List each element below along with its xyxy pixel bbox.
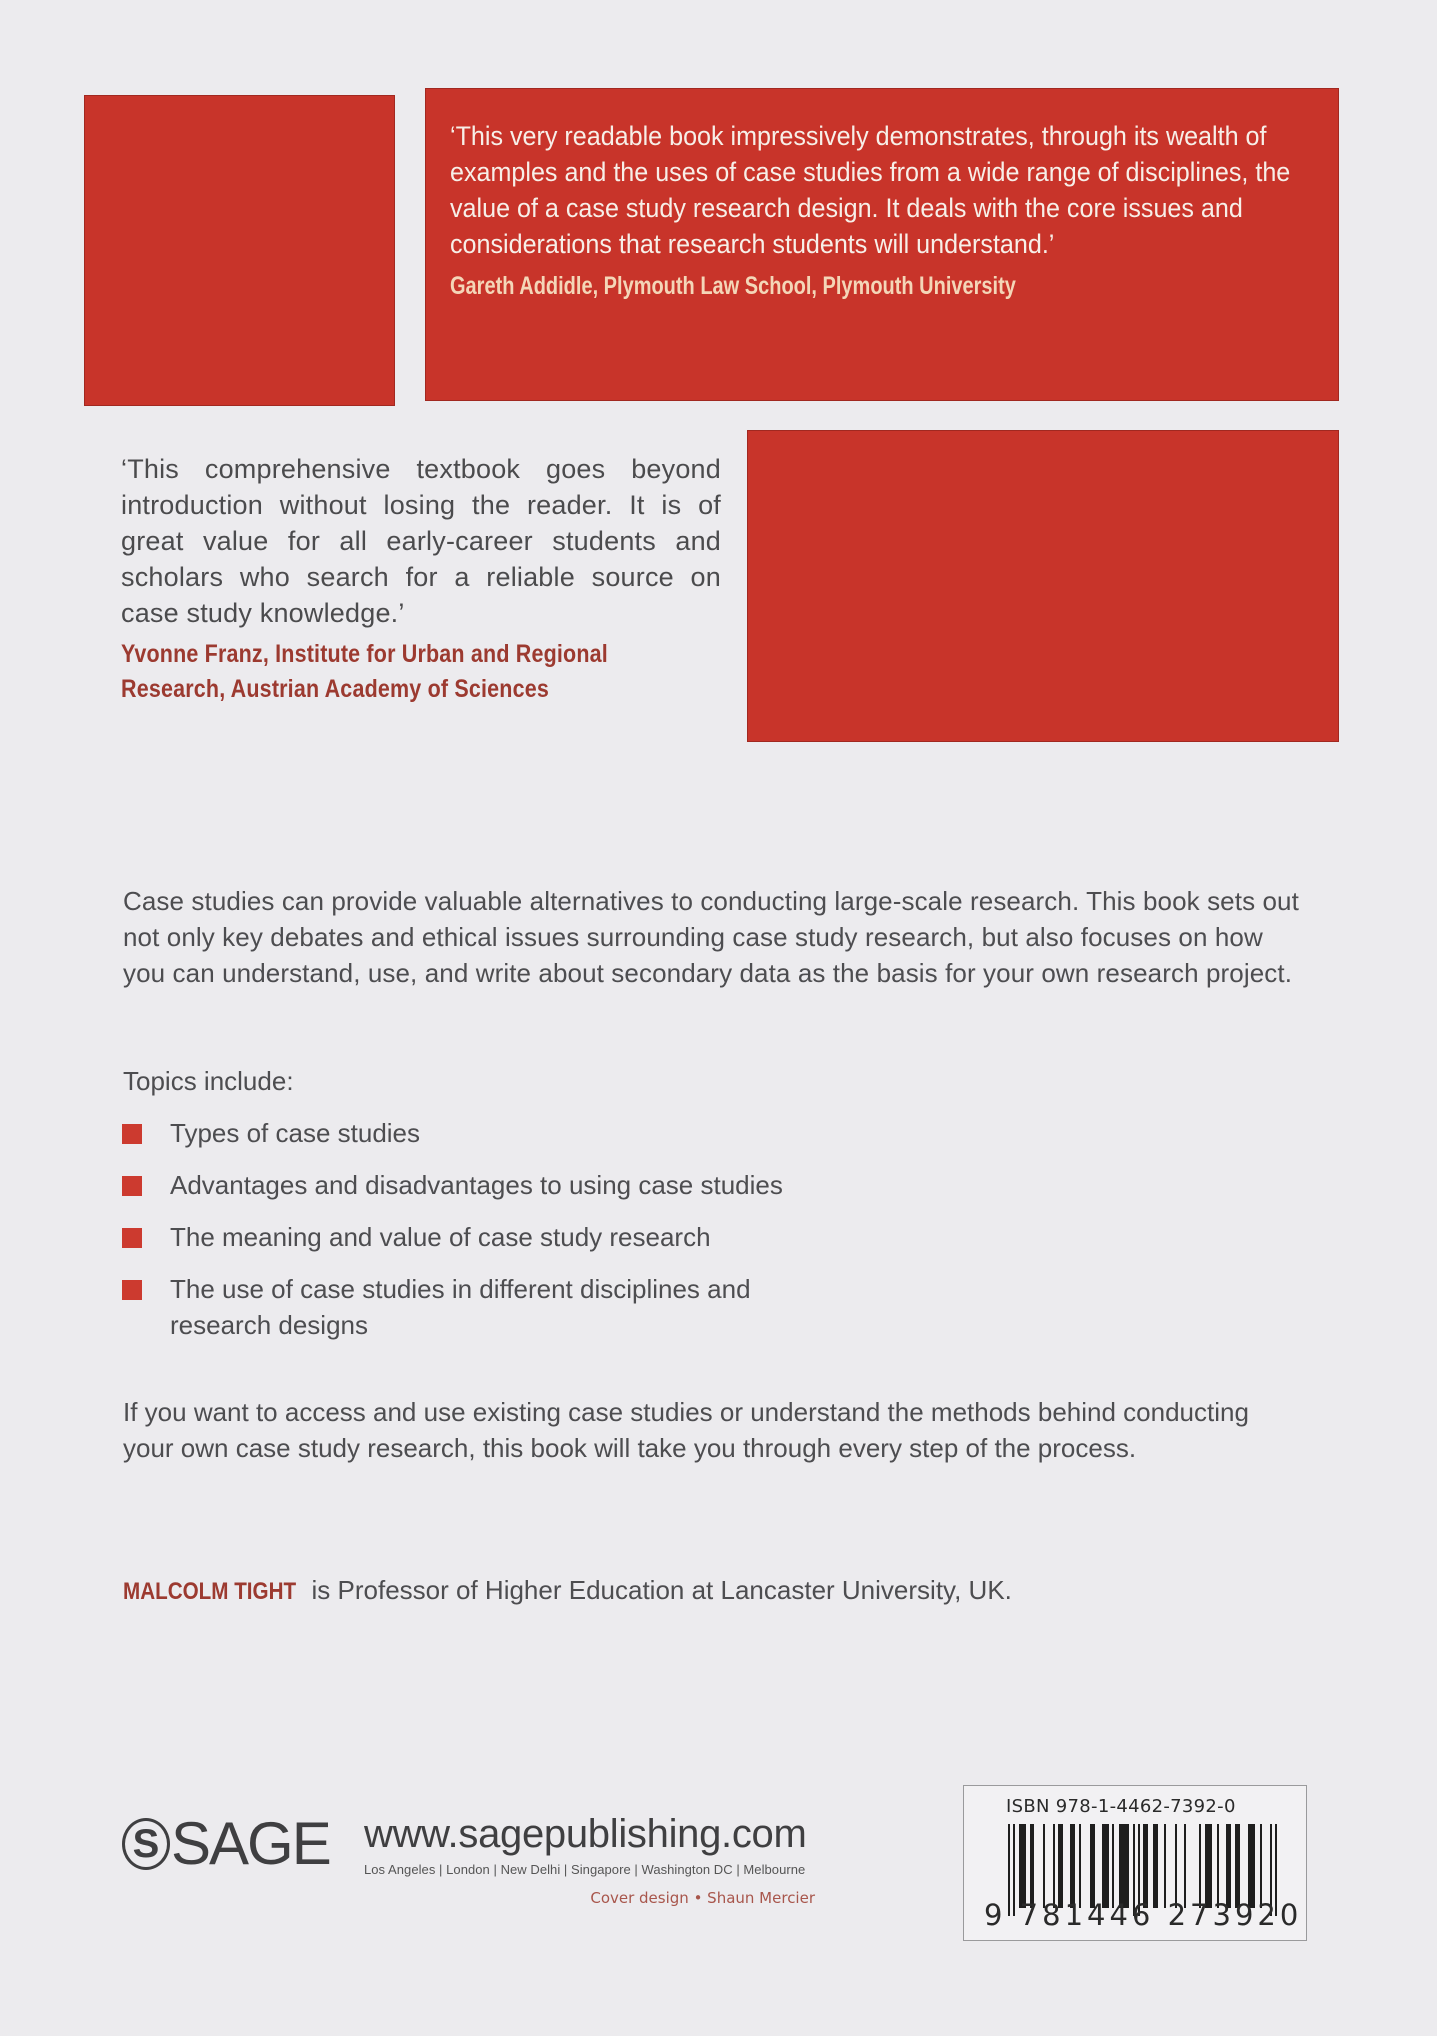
publisher-url[interactable]: www.sagepublishing.com — [364, 1812, 807, 1856]
topic-text: The meaning and value of case study research — [170, 1222, 711, 1252]
red-square-bullet-icon — [122, 1176, 142, 1196]
author-bio — [123, 1572, 1012, 1610]
endorsement-1-quote: ‘This very readable book impressively demonstrates, through its wealth of examples and the uses of case studies from a wide range of disciplines, the value of a case study research design. It deals with the core issues and considerations that research students will understand.’ — [450, 121, 1291, 259]
endorsement-2-attribution-line2: Research, Austrian Academy of Sciences — [121, 675, 549, 703]
endorsement-1 — [450, 118, 1310, 304]
red-square-bullet-icon — [122, 1280, 142, 1300]
author-name: MALCOLM TIGHT — [123, 1578, 297, 1605]
topic-item — [122, 1167, 882, 1203]
sage-s-circle-icon — [122, 1818, 170, 1870]
isbn-label: ISBN 978-1-4462-7392-0 — [1006, 1796, 1236, 1817]
topic-item — [122, 1271, 770, 1343]
topic-item — [122, 1115, 882, 1151]
topic-text: Advantages and disadvantages to using case studies — [170, 1170, 783, 1200]
topics-list — [122, 1115, 882, 1359]
red-square-bullet-icon — [122, 1124, 142, 1144]
closing-paragraph: If you want to access and use existing case studies or understand the methods behind conducting your own case study research, this book will take you through every step of the process. — [123, 1397, 1249, 1463]
endorsement-2-attribution — [121, 637, 723, 707]
endorsement-2 — [121, 451, 721, 707]
sage-logo-letter: S — [132, 1822, 160, 1866]
publisher-cities: Los Angeles | London | New Delhi | Singapore | Washington DC | Melbourne — [364, 1862, 806, 1877]
topic-text: Types of case studies — [170, 1118, 421, 1148]
cover-design-credit: Cover design • Shaun Mercier — [590, 1889, 815, 1907]
topic-item — [122, 1219, 882, 1255]
endorsement-2-quote: ‘This comprehensive textbook goes beyond introduction without losing the reader. It is of great value for all early-career students and scholars who search for a reliable source on case study knowledge.’ — [121, 454, 721, 628]
red-block-top-left — [84, 95, 395, 406]
endorsement-2-attribution-line1: Yvonne Franz, Institute for Urban and Regional — [121, 640, 608, 668]
isbn-barcode-box — [963, 1785, 1307, 1941]
topics-heading: Topics include: — [123, 1066, 294, 1096]
sage-wordmark: SAGE — [171, 1810, 330, 1877]
sage-logo — [122, 1810, 330, 1877]
isbn-barcode-digits: 9 781446 273920 — [984, 1898, 1303, 1932]
author-bio-text: is Professor of Higher Education at Lancaster University, UK. — [304, 1575, 1012, 1605]
topic-text: The use of case studies in different disciplines and research designs — [170, 1274, 751, 1340]
endorsement-1-attribution: Gareth Addidle, Plymouth Law School, Plymouth University — [450, 272, 1016, 300]
red-block-mid-right — [747, 430, 1339, 742]
red-square-bullet-icon — [122, 1228, 142, 1248]
book-description: Case studies can provide valuable alternatives to conducting large-scale research. This book sets out not only key debates and ethical issues surrounding case study research, but also focuses on how you can understand, use, and write about secondary data as the basis for your own research project. — [123, 886, 1299, 988]
